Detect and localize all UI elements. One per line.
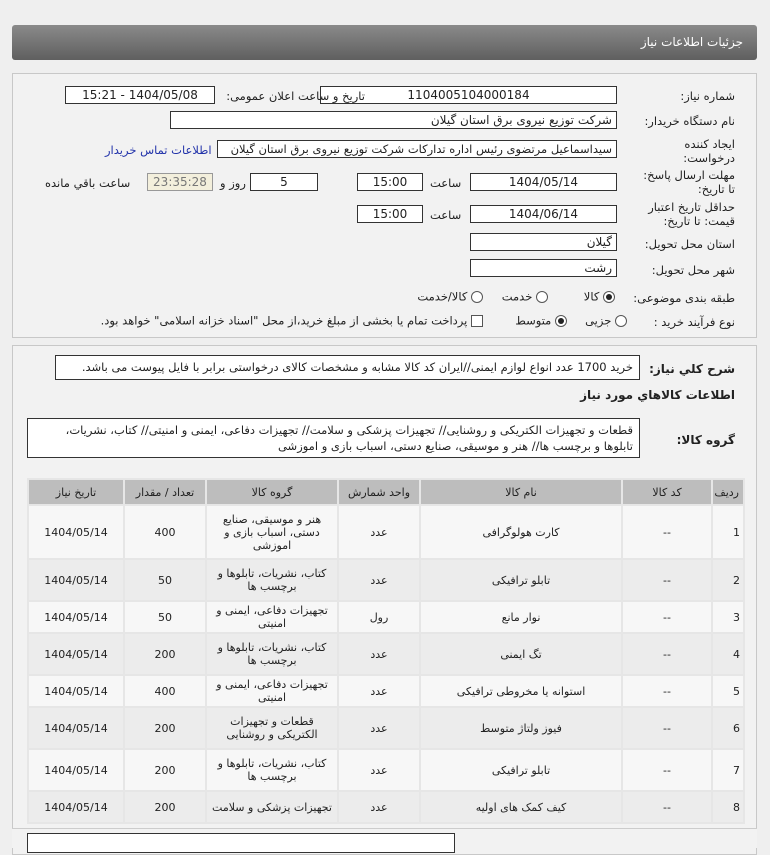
creator-label-line1: ایجاد کننده [684,137,735,151]
category-label: طبقه بندی موضوعی: [633,291,735,305]
cell-item-group: کتاب، نشریات، تابلوها و برچسب ها [207,634,337,674]
process-option-medium[interactable] [515,313,567,328]
cell-item-group: کتاب، نشریات، تابلوها و برچسب ها [207,750,337,790]
table-header-row [29,480,743,504]
page-header [12,25,757,60]
cell-item-name: کارت هولوگرافی [421,506,621,558]
creator-label [683,137,735,165]
validity-time-label: ساعت [430,208,462,222]
cell-quantity: 200 [125,708,205,748]
col-date: تاریخ نیاز [29,480,123,504]
province-field[interactable]: گیلان [470,233,617,251]
cell-unit: عدد [339,750,419,790]
validity-label-line1: حداقل تاریخ اعتبار [648,200,735,214]
cell-quantity: 200 [125,634,205,674]
cell-item-name: تگ ایمنی [421,634,621,674]
cell-item-code: -- [623,750,711,790]
page-title: جزئیات اطلاعات نیاز [640,35,743,49]
cell-unit: عدد [339,506,419,558]
cell-item-name: نوار مانع [421,602,621,632]
col-qty: تعداد / مقدار [125,480,205,504]
need-number-field[interactable]: 1104005104000184 [320,86,617,104]
option-label: کالا [583,289,600,304]
cell-quantity: 50 [125,560,205,600]
cell-quantity: 200 [125,750,205,790]
cell-item-name: تابلو ترافیکی [421,750,621,790]
remaining-time-field: 23:35:28 [147,173,213,191]
option-label: کالا/خدمت [417,289,468,304]
days-field[interactable]: 5 [250,173,318,191]
table-row [29,634,743,674]
cell-row-number: 6 [713,708,743,748]
cell-row-number: 2 [713,560,743,600]
cell-item-code: -- [623,506,711,558]
cell-quantity: 400 [125,506,205,558]
cell-row-number: 7 [713,750,743,790]
description-box: خرید 1700 عدد انواع لوازم ایمنی//ایران کد کالا مشابه و مشخصات کالای درخواستی برابر با فایل پیوست می باشد. [55,355,640,380]
cell-item-code: -- [623,792,711,822]
cell-unit: عدد [339,708,419,748]
cell-item-code: -- [623,560,711,600]
group-box: قطعات و تجهیزات الکتریکی و روشنایی// تجهیزات پزشکی و سلامت// تجهیزات دفاعی، ایمنی و امنیتی// کتاب، نشریات، تابلوها و برچسب ها// هنر و موسیقی، صنایع دستی، اسباب بازی و اموزشی [27,418,640,458]
cell-need-date: 1404/05/14 [29,750,123,790]
cell-unit: عدد [339,792,419,822]
announce-label: تاریخ و ساعت اعلان عمومی: [226,89,365,103]
radio-icon[interactable] [615,315,627,327]
buyer-label: نام دستگاه خریدار: [644,114,735,128]
cell-unit: رول [339,602,419,632]
validity-label [648,200,735,228]
cell-need-date: 1404/05/14 [29,506,123,558]
validity-label-line2: قیمت: تا تاریخ: [663,214,735,228]
need-number-label: شماره نیاز: [680,89,735,103]
remaining-label: ساعت باقي مانده [45,176,131,190]
cell-item-group: تجهیزات دفاعی، ایمنی و امنیتی [207,676,337,706]
cell-item-group: کتاب، نشریات، تابلوها و برچسب ها [207,560,337,600]
category-option-service[interactable] [502,289,548,304]
buyer-contact-link[interactable]: اطلاعات تماس خریدار [105,143,212,157]
announce-field[interactable]: 1404/05/08 - 15:21 [65,86,215,104]
cell-need-date: 1404/05/14 [29,676,123,706]
table-row [29,560,743,600]
cell-item-group: تجهیزات پزشکی و سلامت [207,792,337,822]
deadline-label-line2: تا تاریخ: [697,182,735,196]
radio-selected-icon[interactable] [555,315,567,327]
cell-row-number: 5 [713,676,743,706]
col-unit: واحد شمارش [339,480,419,504]
cell-item-code: -- [623,634,711,674]
process-label: نوع فرآیند خرید : [653,315,735,329]
cell-unit: عدد [339,560,419,600]
validity-time-field[interactable]: 15:00 [357,205,423,223]
cell-item-name: تابلو ترافیکی [421,560,621,600]
deadline-date-field[interactable]: 1404/05/14 [470,173,617,191]
cell-need-date: 1404/05/14 [29,560,123,600]
buyer-field[interactable]: شرکت توزیع نیروی برق استان گیلان [170,111,617,129]
cell-quantity: 50 [125,602,205,632]
items-title: اطلاعات کالاهاي مورد نياز [580,388,735,402]
items-table [27,478,745,824]
option-label: متوسط [515,313,552,328]
cell-row-number: 4 [713,634,743,674]
group-label: گروه کالا: [676,433,735,447]
cell-item-code: -- [623,602,711,632]
radio-selected-icon[interactable] [603,291,615,303]
option-label: خدمت [501,289,533,304]
cell-row-number: 8 [713,792,743,822]
deadline-time-field[interactable]: 15:00 [357,173,423,191]
cell-item-code: -- [623,708,711,748]
category-option-goods[interactable] [584,289,615,304]
creator-field[interactable]: سیداسماعیل مرتضوی رئیس اداره تدارکات شرکت توزیع نیروی برق استان گیلان [217,140,617,158]
col-group: گروه کالا [207,480,337,504]
table-row [29,708,743,748]
col-name: نام کالا [421,480,621,504]
cell-item-group: هنر و موسیقی، صنایع دستی، اسباب بازی و اموزشی [207,506,337,558]
validity-date-field[interactable]: 1404/06/14 [470,205,617,223]
table-row [29,750,743,790]
deadline-label-line1: مهلت ارسال پاسخ: [643,168,735,182]
cell-item-code: -- [623,676,711,706]
cell-need-date: 1404/05/14 [29,792,123,822]
cell-quantity: 400 [125,676,205,706]
cell-unit: عدد [339,676,419,706]
city-field[interactable]: رشت [470,259,617,277]
table-row [29,676,743,706]
cell-need-date: 1404/05/14 [29,634,123,674]
days-label: روز و [220,176,246,190]
deadline-label [643,168,735,196]
treasury-payment-checkbox[interactable] [101,313,483,328]
cell-item-group: قطعات و تجهیزات الکتریکی و روشنایی [207,708,337,748]
cell-item-name: کیف کمک های اولیه [421,792,621,822]
cell-row-number: 3 [713,602,743,632]
deadline-time-label: ساعت [430,176,462,190]
col-row: ردیف [713,480,743,504]
table-row [29,506,743,558]
table-row [29,602,743,632]
description-label: شرح کلي نياز: [649,362,735,376]
city-label: شهر محل تحویل: [651,263,735,277]
cell-unit: عدد [339,634,419,674]
payment-note: پرداخت تمام یا بخشی از مبلغ خرید،از محل "اسناد خزانه اسلامی" خواهد بود. [100,313,468,328]
cell-item-name: فیوز ولتاژ متوسط [421,708,621,748]
checkbox-icon[interactable] [471,315,483,327]
cell-item-group: تجهیزات دفاعی، ایمنی و امنیتی [207,602,337,632]
option-label: جزیی [585,313,612,328]
cell-row-number: 1 [713,506,743,558]
cell-item-name: استوانه یا مخروطی ترافیکی [421,676,621,706]
col-code: کد کالا [623,480,711,504]
province-label: استان محل تحویل: [644,237,735,251]
creator-label-line2: درخواست: [683,151,735,165]
category-option-goods-service[interactable] [417,289,483,304]
table-row [29,792,743,822]
cell-need-date: 1404/05/14 [29,602,123,632]
radio-icon[interactable] [471,291,483,303]
process-option-minor[interactable] [585,313,627,328]
cell-need-date: 1404/05/14 [29,708,123,748]
notes-box [27,833,455,853]
cell-quantity: 200 [125,792,205,822]
radio-icon[interactable] [536,291,548,303]
